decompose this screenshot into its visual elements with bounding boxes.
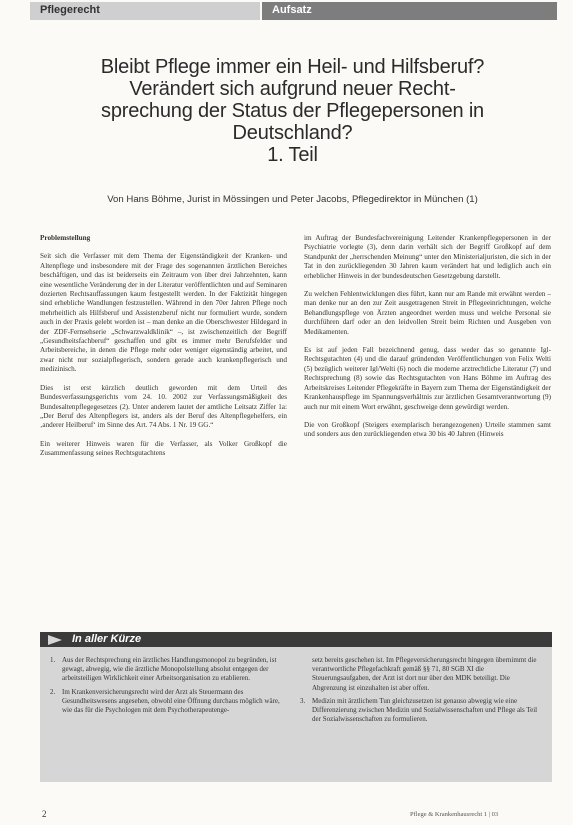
arrow-icon [48,635,62,645]
item-text: Im Krankenversicherungsrecht wird der Arzt als Steuermann des Gesundheitswesens angesehen, obwohl eine Öffnung durchaus möglich wäre, wie das für die Psychologen mit dem Psychotherapeutenge- [62,687,280,715]
summary-heading-bar [40,632,552,647]
article-byline: Von Hans Böhme, Jurist in Mössingen und Peter Jacobs, Pflegedirektor in München (1) [107,194,478,205]
item-number: 1. [50,656,56,664]
summary-item [50,688,290,716]
paragraph: Zu welchen Fehlentwicklungen dies führt, kann nur am Rande mit erwähnt werden – man denke nur an den zur Zeit ausgetragenen Streit in Pflegeeinrichtungen, welche Behandlungspflege von Ärzten angeordnet werden muss und welche Personal sie durchführen darf oder an den leidvollen Streit beim Richten und Ausgeben von Medikamenten. [304,290,551,336]
title-line: Deutschland? [232,122,353,144]
right-column [304,234,551,449]
paragraph: im Auftrag der Bundesfachvereinigung Leitender Krankenpflegepersonen in der Psychiatrie vorlegte (3), denn darin verhält sich der Begriff Großkopf auf dem Standpunkt der „herrschenden Meinung“ unter den Ministerialjuristen, die sich in der Tat in den zurückliegenden 30 Jahren kaum verändert hat und lediglich auch ein erheblicher Hinweis in der bundesdeutschen Gesetzgebung darstellt. [304,234,551,280]
section-tab [30,2,260,20]
left-column [40,234,287,468]
summary-column-left [50,656,290,719]
summary-heading: In aller Kürze [72,633,142,645]
section-subheading: Problemstellung [40,234,91,242]
category-tab [262,2,557,20]
paragraph: Ein weiterer Hinweis waren für die Verfasser, als Volker Großkopf die Zusammenfassung seines Rechtsgutachtens [40,439,287,458]
summary-item [50,656,290,684]
category-label: Aufsatz [272,4,312,16]
title-line: 1. Teil [267,144,318,166]
paragraph: Dies ist erst kürzlich deutlich geworden mit dem Urteil des Bundesverfassungsgerichts vom 24. 10. 2002 zur Verfassungsmäßigkeit des Bundesaltenpflegegesetzes (2). Unter anderem lautet der amtliche Leitsatz Ziffer 1a: „Der Beruf des Altenpflegers ist, anders als der Beruf des Altenpflegehelfers, ein ‚anderer Heilberuf‘ im Sinne des Art. 74 Abs. 1 Nr. 19 GG.“ [40,383,287,430]
item-text: Aus der Rechtsprechung ein ärztliches Handlungsmonopol zu begründen, ist gewagt, abwegig, wie die ärztliche Monopolstellung absolut entgegen der arbeitsteiligen Wirklichkeit einer Arbeitsorganisation zu etablieren. [62,656,277,683]
title-line: Verändert sich aufgrund neuer Recht- [129,78,456,100]
page-number: 2 [42,809,47,819]
title-line: Bleibt Pflege immer ein Heil- und Hilfsberuf? [100,56,485,78]
article-title [30,56,555,166]
journal-footer: Pflege & Krankenhausrecht 1 | 03 [410,811,499,818]
item-text: Medizin mit ärztlichem Tun gleichzusetzen ist genauso abwegig wie eine Differenzierung zwischen Medizin und Sozialwissenschaften und Pflege als Teil der Sozialwissenschaften zu formulieren. [312,696,538,724]
title-line: sprechung der Status der Pflegepersonen in [101,100,484,122]
summary-item [300,697,540,725]
item-number: 3. [300,696,306,705]
item-number: 2. [50,687,56,696]
summary-item [300,656,540,693]
item-text: setz bereits geschehen ist. Im Pflegeversicherungsrecht hingegen übernimmt die verantwortliche Pflegefachkraft gemäß §§ 71, 80 SGB XI die Steuerungsaufgaben, der Arzt ist dort nur über den MDK beteiligt. Die Abgrenzung ist einzuhalten ist aber offen. [312,656,537,692]
section-label: Pflegerecht [40,4,100,16]
summary-column-right [300,656,540,728]
paragraph: Es ist auf jeden Fall bezeichnend genug, dass weder das so genannte Igl-Rechtsgutachten (4) und die darauf gründenden Veröffentlichungen von Felix Welti (5) bezüglich weiterer Igl/Welti (6) noch die moderne arztrechtliche Literatur (7) und Rechtsprechung (8) sowie das Rechtsgutachten von Hans Böhme im Auftrag des Arbeitskreises Leitender Pflegekräfte in Bayern zum Thema der Eigenständigkeit der Krankenhauspflege im Spannungsverhältnis zur ärztlichen Gesamtverantwortung (9) auch nur mit einem Wort erwähnt, geschweige denn gewürdigt werden. [304,346,551,411]
running-header [30,2,555,20]
paragraph: Die von Großkopf (Steigers exemplarisch herangezogenen) Urteile stammen samt und sonders aus den zurückliegenden etwa 30 bis 40 Jahren (Hinweis [304,420,551,439]
paragraph: Seit sich die Verfasser mit dem Thema der Eigenständigkeit der Kranken- und Altenpflege und insbesondere mit der Frage des sogenannten ärztlichen Bereiches beschäftigen, und das ist beiderseits ein Zeitraum von über drei Jahrzehnten, kann eine wesentliche Veränderung der in der Literatur veröffentlichten und auf Seminaren dozierten Rechtsauffassungen kaum festgestellt werden. In der Faktizität hingegen sind erhebliche Wandlungen festzustellen. Während in den 70er Jahren Pflege noch mehrheitlich als Hilfsberuf und Assistenzberuf nicht nur formuliert wurde, sondern auch in der Praxis gelebt worden ist – man denke an die Oberschwester Hildegard in der ZDF-Fernsehserie „Schwarzwaldklinik“ –, ist zwischenzeitlich der Begriff „Gesundheitsfachberuf“ geschaffen und gibt es immer mehr Berufsfelder und Arbeitsbereiche, in denen die Pflege mehr oder weniger eigenständig arbeitet, und zwar nicht nur sozialpflegerisch, sondern gerade auch krankenpflegerisch und medizinisch. [40,252,287,374]
